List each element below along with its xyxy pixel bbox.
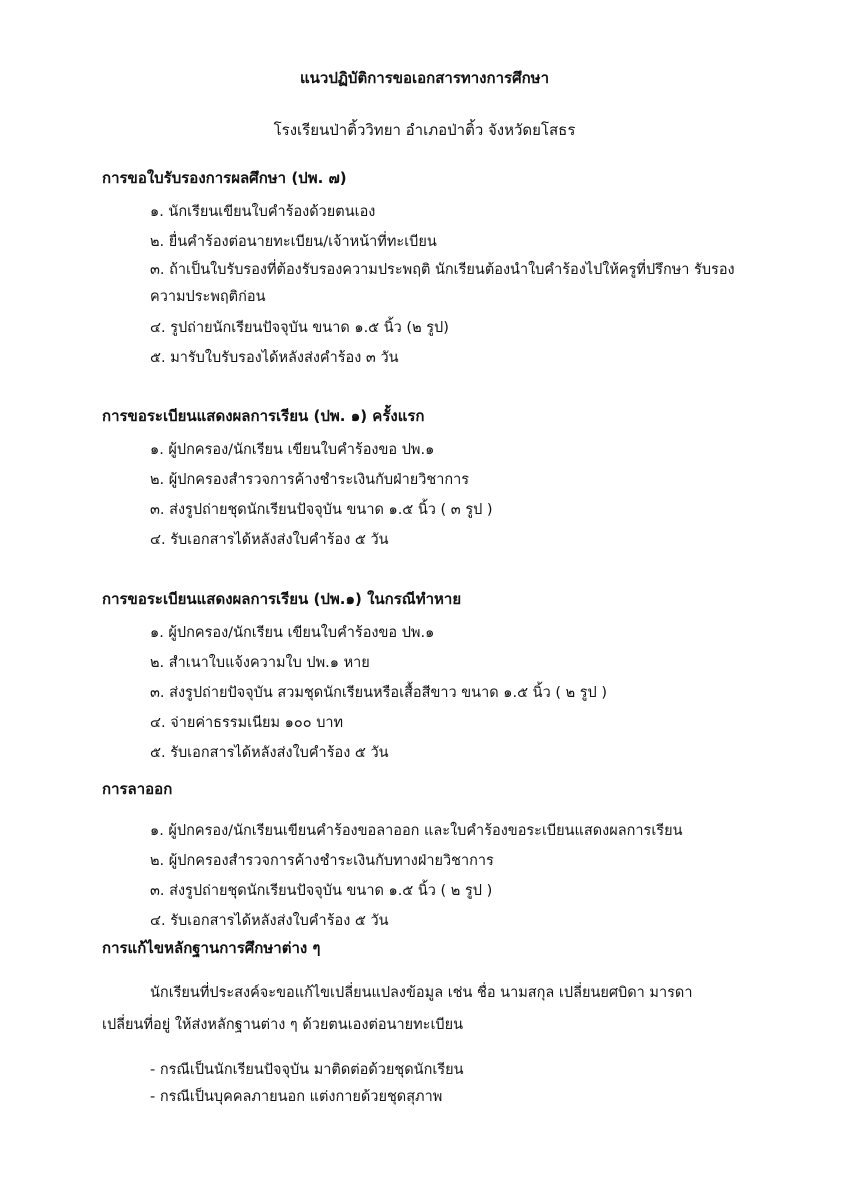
notes-list — [102, 1057, 742, 1111]
list-item: ๔. รูปถ่ายนักเรียนปัจจุบัน ขนาด ๑.๕ นิ้ว (๒ รูป) — [150, 320, 449, 336]
list-item: ๔. รับเอกสารได้หลังส่งใบคำร้อง ๕ วัน — [150, 532, 389, 548]
document-title: แนวปฏิบัติการขอเอกสารทางการศึกษา — [300, 69, 549, 87]
list-item: ๒. ยื่นคำร้องต่อนายทะเบียน/เจ้าหน้าที่ทะเบียน — [150, 234, 437, 250]
note-item: - กรณีเป็นบุคคลภายนอก แต่งกายด้วยชุดสุภาพ — [150, 1089, 443, 1105]
list-item: ๒. ผู้ปกครองสำรวจการค้างชำระเงินกับทางฝ่ายวิชาการ — [150, 853, 494, 869]
list-item: ๓. ส่งรูปถ่ายชุดนักเรียนปัจจุบัน ขนาด ๑.๕ นิ้ว ( ๓ รูป ) — [150, 502, 493, 518]
list-item: ๓. ส่งรูปถ่ายปัจจุบัน สวมชุดนักเรียนหรือเสื้อสีขาว ขนาด ๑.๕ นิ้ว ( ๒ รูป ) — [150, 685, 608, 701]
section-certificate-request — [102, 163, 742, 373]
note-item: - กรณีเป็นนักเรียนปัจจุบัน มาติดต่อด้วยชุดนักเรียน — [150, 1062, 464, 1078]
section-transcript-first — [102, 401, 742, 555]
list-item: ๑. ผู้ปกครอง/นักเรียน เขียนใบคำร้องขอ ปพ.๑ — [150, 442, 435, 458]
list-item: ๑. ผู้ปกครอง/นักเรียน เขียนใบคำร้องขอ ปพ.๑ — [150, 625, 435, 641]
list-item: ๑. นักเรียนเขียนใบคำร้องด้วยตนเอง — [150, 204, 376, 220]
section-title: การแก้ไขหลักฐานการศึกษาต่าง ๆ — [102, 939, 321, 957]
list-item: ๕. มารับใบรับรองได้หลังส่งคำร้อง ๓ วัน — [150, 350, 399, 366]
list-item: ๒. สำเนาใบแจ้งความใบ ปพ.๑ หาย — [150, 655, 370, 671]
section-document-correction — [102, 933, 742, 1111]
list-item: ๒. ผู้ปกครองสำรวจการค้างชำระเงินกับฝ่ายวิชาการ — [150, 472, 470, 488]
list-item: ๔. รับเอกสารได้หลังส่งใบคำร้อง ๕ วัน — [150, 913, 389, 929]
section-transcript-lost — [102, 584, 742, 768]
section-title: การลาออก — [102, 780, 173, 798]
document-subtitle: โรงเรียนป่าติ้ววิทยา อำเภอป่าติ้ว จังหวัดยโสธร — [273, 121, 576, 139]
section-title: การขอระเบียนแสดงผลการเรียน (ปพ. ๑) ครั้งแรก — [102, 407, 425, 425]
list-item: ๑. ผู้ปกครอง/นักเรียนเขียนคำร้องขอลาออก และใบคำร้องขอระเบียนแสดงผลการเรียน — [150, 823, 683, 839]
list-item: ๓. ถ้าเป็นใบรับรองที่ต้องรับรองความประพฤติ นักเรียนต้องนำใบคำร้องไปให้ครูที่ปรึกษา รับรองความประพฤติก่อน — [150, 262, 735, 305]
list-item: ๓. ส่งรูปถ่ายชุดนักเรียนปัจจุบัน ขนาด ๑.๕ นิ้ว ( ๒ รูป ) — [150, 883, 493, 899]
list-item: ๕. รับเอกสารได้หลังส่งใบคำร้อง ๕ วัน — [150, 745, 389, 761]
section-resignation — [102, 774, 742, 936]
list-item: ๔. จ่ายค่าธรรมเนียม ๑๐๐ บาท — [150, 715, 344, 731]
paragraph: นักเรียนที่ประสงค์จะขอแก้ไขเปลี่ยนแปลงข้อมูล เช่น ชื่อ นามสกุล เปลี่ยนยศบิดา มารดา เปลี่ยนที่อยู่ ให้ส่งหลักฐานต่าง ๆ ด้วยตนเองต่อนายทะเบียน — [102, 985, 693, 1033]
section-title: การขอระเบียนแสดงผลการเรียน (ปพ.๑) ในกรณีทำหาย — [102, 590, 462, 608]
section-title: การขอใบรับรองการผลศึกษา (ปพ. ๗) — [102, 169, 347, 187]
